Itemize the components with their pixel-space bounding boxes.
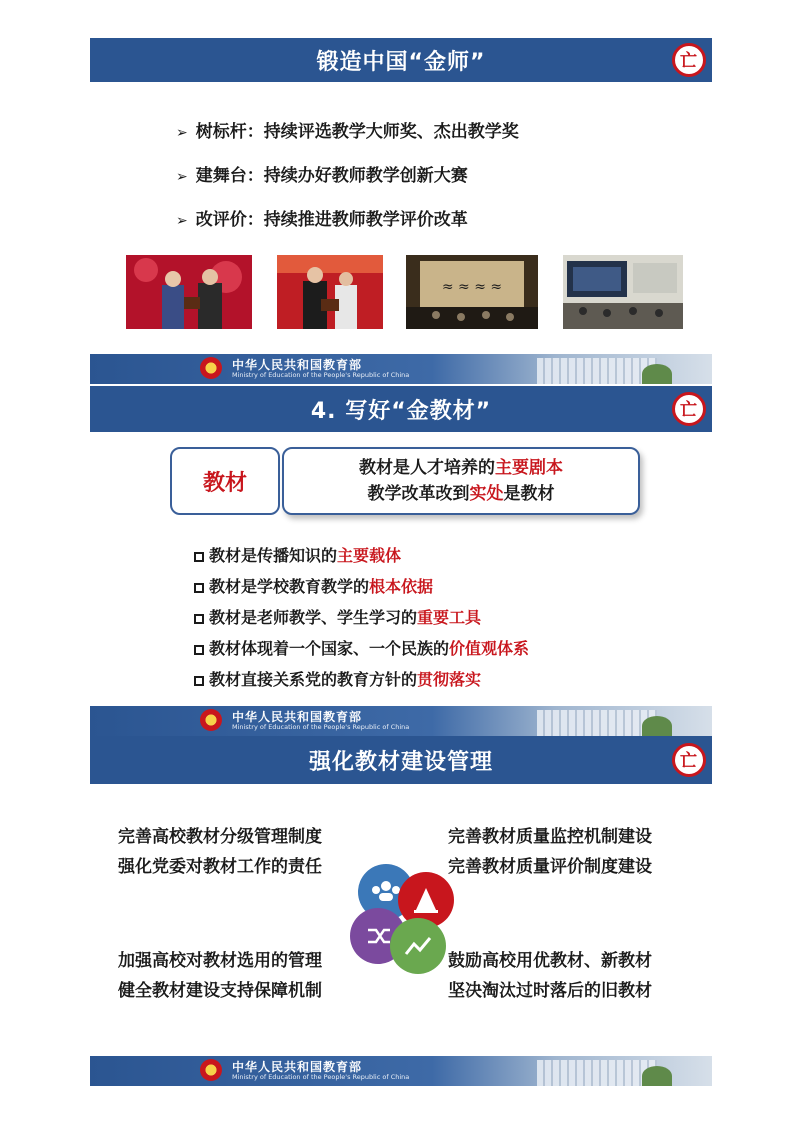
section1-item-3: ➢ 改评价：持续推进教师教学评价改革 (176, 210, 468, 230)
arrow-bullet-icon: ➢ (176, 213, 188, 229)
university-logo-icon (672, 43, 706, 77)
square-bullet-icon (194, 645, 204, 655)
section2-title: 4. 写好“金教材” (310, 398, 492, 424)
square-bullet-icon (194, 583, 204, 593)
building-image (537, 1060, 657, 1086)
textbook-statement-box (282, 447, 640, 515)
section1-item-2: ➢ 建舞台：持续办好教师教学创新大赛 (176, 166, 468, 186)
tree-image (642, 364, 672, 384)
square-bullet-icon (194, 676, 204, 686)
classroom-lecture-photo (563, 255, 683, 329)
footer-bar-3 (90, 1056, 712, 1086)
footer-ministry-en: Ministry of Education of the People's Republic of China (232, 723, 410, 731)
section2-item-1: 教材是传播知识的主要载体 (194, 543, 401, 566)
footer-bar-2 (90, 706, 712, 736)
bottom-left-text: 加强高校对教材选用的管理 健全教材建设支持保障机制 (118, 951, 322, 1001)
university-logo-icon (672, 392, 706, 426)
statement-line-2: 教学改革改到实处是教材 (367, 484, 555, 504)
arrow-bullet-icon: ➢ (176, 169, 188, 185)
section3-title-bar (90, 736, 712, 784)
section1-title-bar (90, 38, 712, 82)
four-petal-diagram (344, 860, 462, 978)
footer-ministry-en: Ministry of Education of the People's Republic of China (232, 1073, 410, 1081)
section3-title: 强化教材建设管理 (308, 749, 493, 775)
textbook-label-box: 教材 (170, 447, 280, 515)
national-emblem-icon (200, 1059, 222, 1081)
section1-title: 锻造中国“金师” (316, 49, 486, 75)
section1-item-1: ➢ 树标杆：持续评选教学大师奖、杰出教学奖 (176, 122, 519, 142)
svg-text:亡: 亡 (680, 751, 698, 771)
statement-line-1: 教材是人才培养的主要剧本 (359, 458, 563, 478)
top-right-text: 完善教材质量监控机制建设 完善教材质量评价制度建设 (448, 827, 652, 877)
section2-item-3: 教材是老师教学、学生学习的重要工具 (194, 605, 481, 628)
section2-item-5: 教材直接关系党的教育方针的贯彻落实 (194, 667, 481, 690)
section2-item-4: 教材体现着一个国家、一个民族的价值观体系 (194, 636, 529, 659)
square-bullet-icon (194, 614, 204, 624)
building-image (537, 710, 657, 736)
footer-ministry-cn: 中华人民共和国教育部 (232, 710, 363, 724)
university-logo-icon (672, 743, 706, 777)
ceremony-stage-photo (406, 255, 538, 329)
svg-text:亡: 亡 (680, 400, 698, 420)
svg-text:亡: 亡 (680, 51, 698, 71)
bottom-right-text: 鼓励高校用优教材、新教材 坚决淘汰过时落后的旧教材 (448, 951, 652, 1001)
svg-text:≈ ≈ ≈ ≈: ≈ ≈ ≈ ≈ (441, 279, 503, 295)
petal-bottom-right-trend-icon (390, 918, 446, 974)
top-left-text: 完善高校教材分级管理制度 强化党委对教材工作的责任 (118, 827, 322, 877)
national-emblem-icon (200, 357, 222, 379)
award-photo-1 (126, 255, 252, 329)
arrow-bullet-icon: ➢ (176, 125, 188, 141)
footer-ministry-cn: 中华人民共和国教育部 (232, 1060, 363, 1074)
footer-bar-1 (90, 354, 712, 384)
tree-image (642, 1066, 672, 1086)
section2-title-bar (90, 386, 712, 432)
national-emblem-icon (200, 709, 222, 731)
building-image (537, 358, 657, 384)
award-photo-2 (277, 255, 383, 329)
tree-image (642, 716, 672, 736)
section2-item-2: 教材是学校教育教学的根本依据 (194, 574, 433, 597)
square-bullet-icon (194, 552, 204, 562)
footer-ministry-en: Ministry of Education of the People's Republic of China (232, 371, 410, 379)
footer-ministry-cn: 中华人民共和国教育部 (232, 358, 363, 372)
